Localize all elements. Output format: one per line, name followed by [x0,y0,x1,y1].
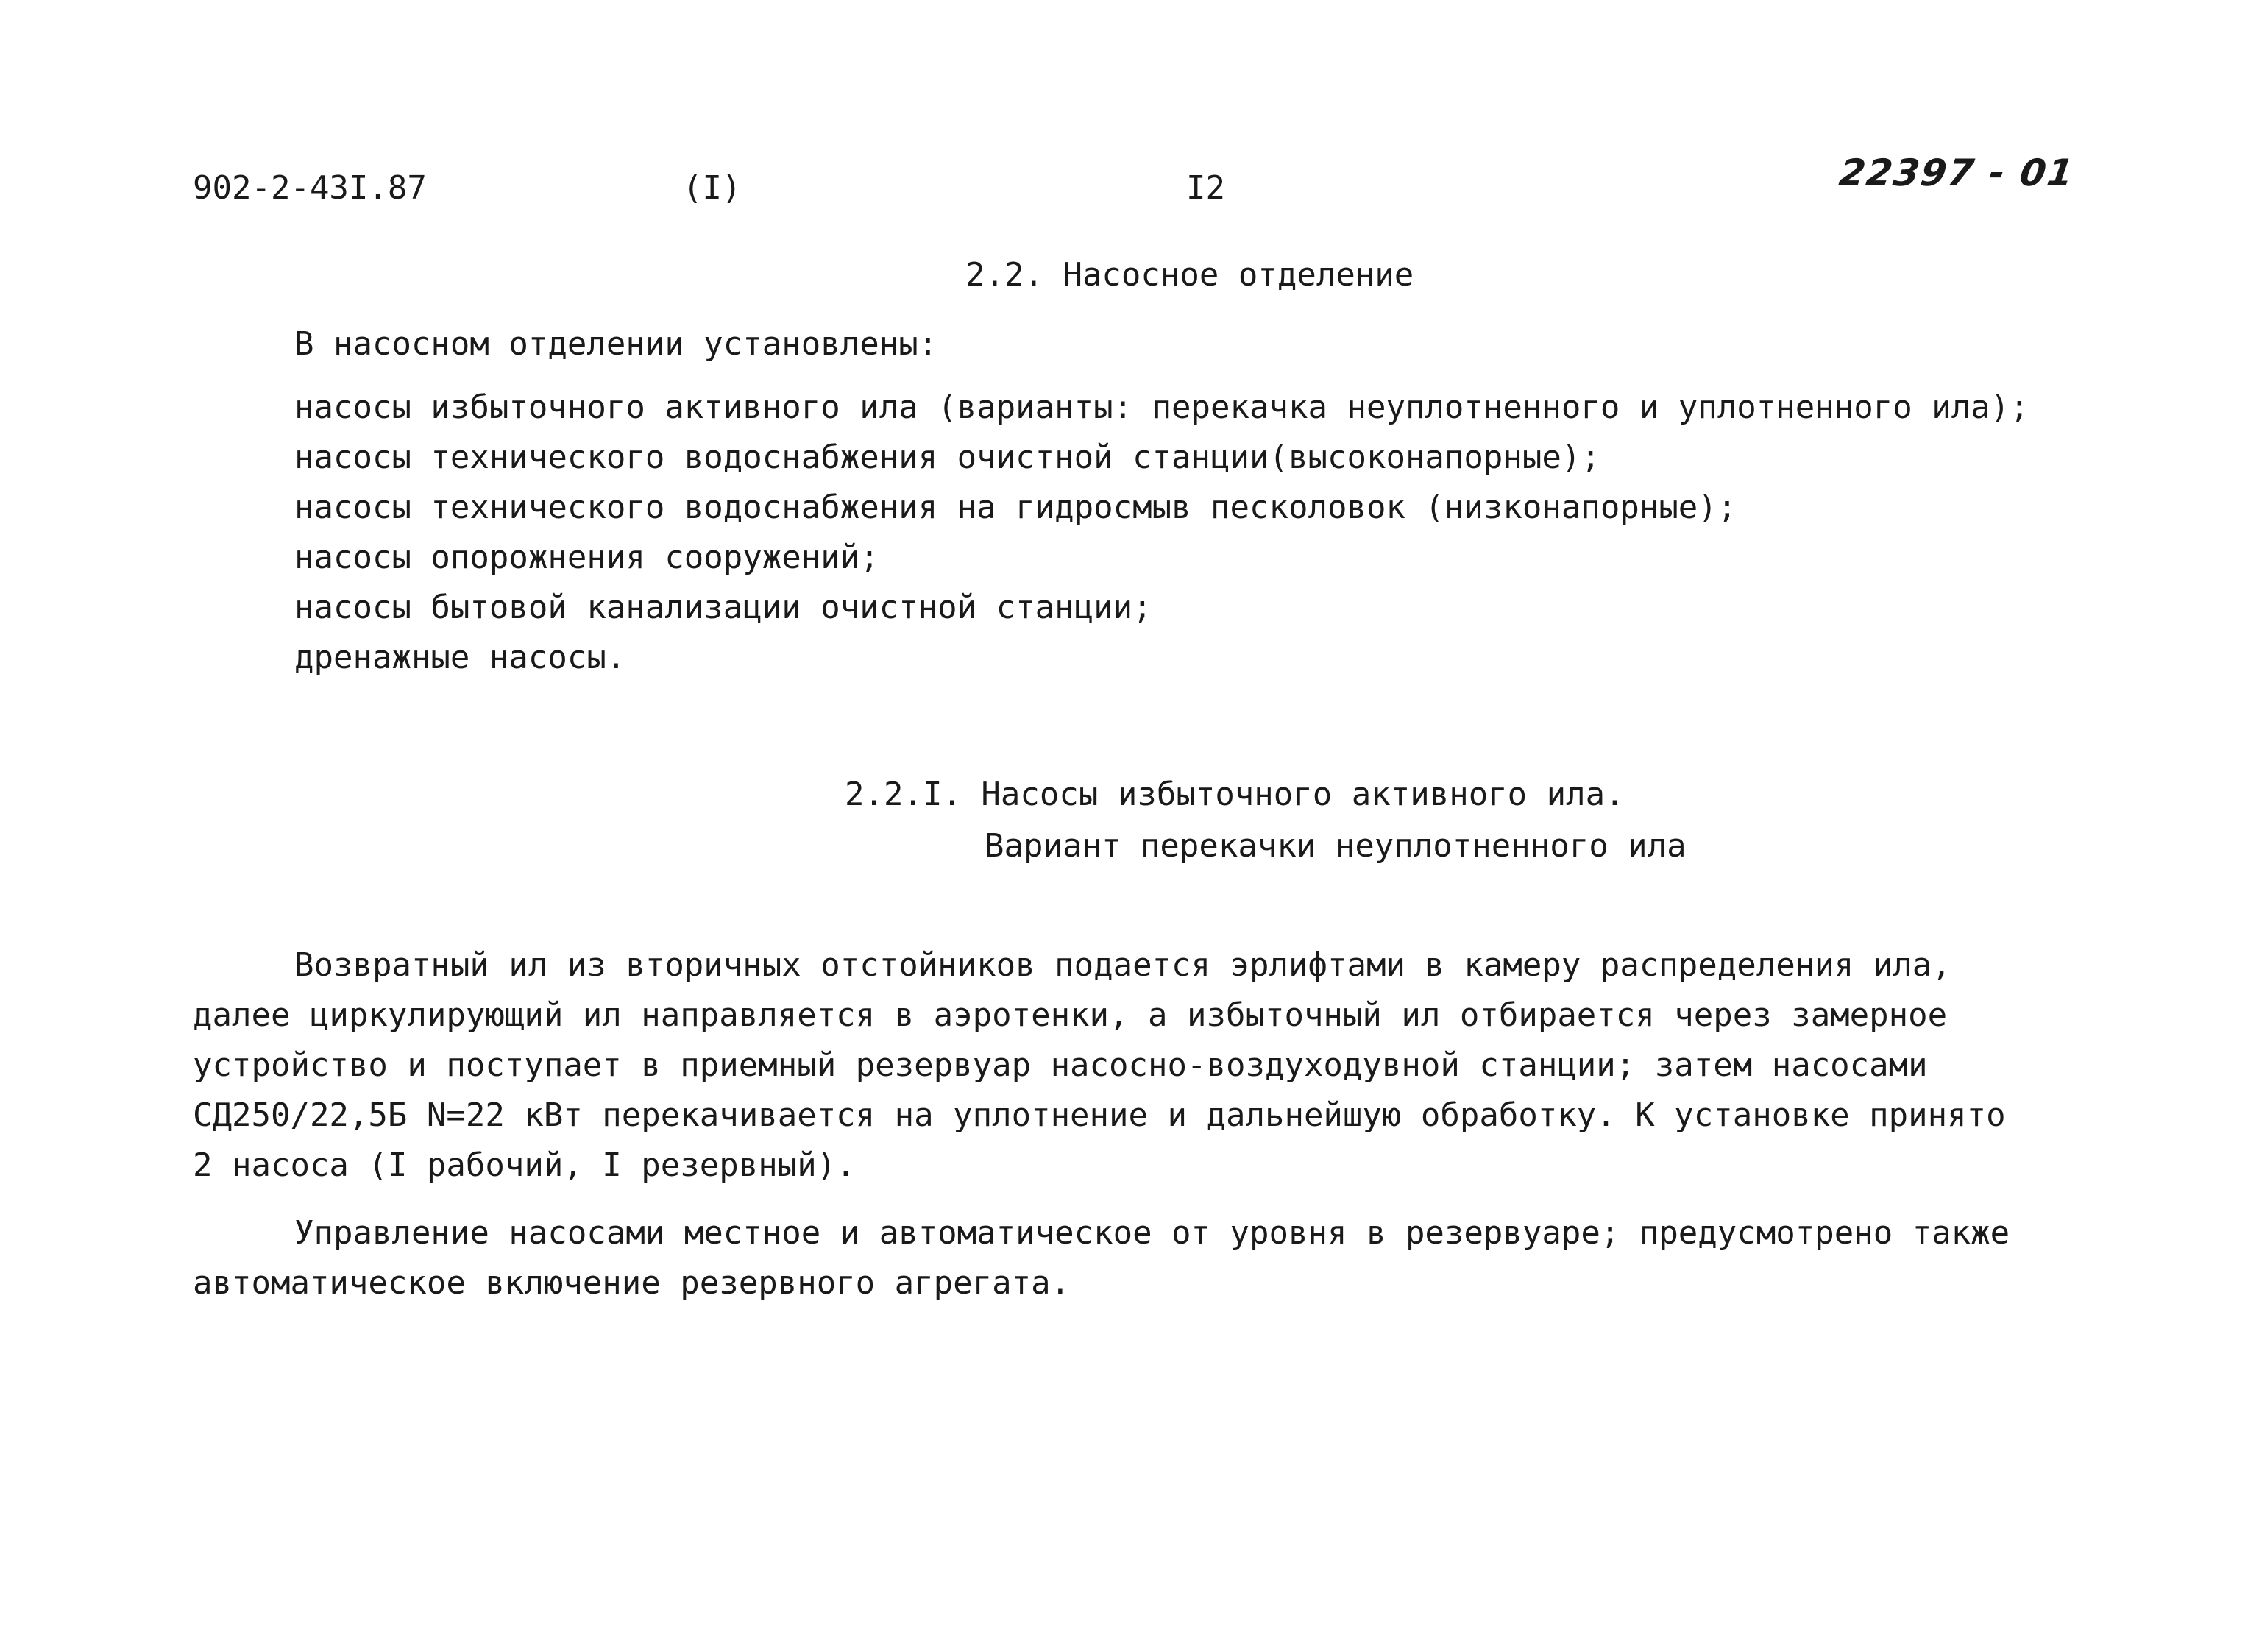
paragraph-line: СД250/22,5Б N=22 кВт перекачивается на уплотнение и дальнейшую обработку. К установке принято [193,1096,2006,1134]
paragraph-line: Управление насосами местное и автоматическое от уровня в резервуаре; предусмотрено также [294,1214,2010,1252]
section-intro: В насосном отделении установлены: [294,325,938,363]
paragraph-pump-control [193,1214,2106,1317]
paragraph-line: 2 насоса (I рабочий, I резервный). [193,1146,856,1184]
part-number: (I) [683,169,742,207]
list-item: насосы избыточного активного ила (варианты: перекачка неуплотненного и уплотненного ила); [294,389,2029,426]
paragraph-return-sludge [193,946,2106,1199]
section-title: 2.2. Насосное отделение [965,256,1414,294]
list-item: дренажные насосы. [294,639,626,676]
paragraph-line: устройство и поступает в приемный резервуар насосно-воздуходувной станции; затем насосами [193,1046,1928,1084]
document-code: 902-2-43I.87 [193,169,427,207]
paragraph-line: далее циркулирующий ил направляется в аэротенки, а избыточный ил отбирается через замерное [193,996,1948,1034]
list-item: насосы технического водоснабжения на гидросмыв песколовок (низконапорные); [294,489,1737,526]
paragraph-line: Возвратный ил из вторичных отстойников подается эрлифтами в камеру распределения ила, [294,946,1951,984]
page-number: I2 [1186,169,1225,207]
equipment-list [294,391,2029,692]
paragraph-line: автоматическое включение резервного агрегата. [193,1264,1071,1302]
list-item: насосы опорожнения сооружений; [294,539,879,576]
inventory-stamp: 22397 - 01 [1836,152,2078,194]
list-item: насосы технического водоснабжения очистной станции(высоконапорные); [294,439,1600,476]
subsection-subtitle: Вариант перекачки неуплотненного ила [985,827,1687,865]
list-item: насосы бытовой канализации очистной станции; [294,589,1152,626]
subsection-title: 2.2.I. Насосы избыточного активного ила. [845,776,1625,813]
